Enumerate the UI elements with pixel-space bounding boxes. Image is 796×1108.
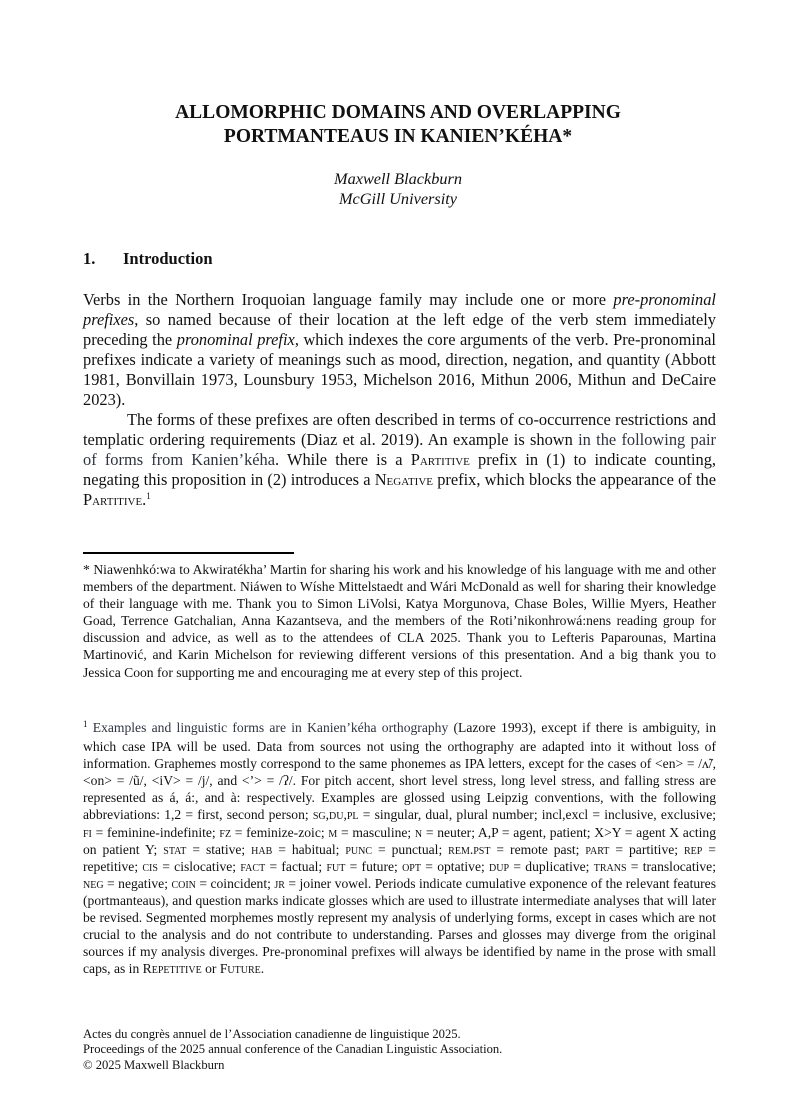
paper-title	[0, 101, 796, 149]
footnote-mark: *	[83, 562, 90, 577]
title-line-2: PORTMANTEAUS IN KANIEN’KÉHA*	[223, 126, 573, 147]
text-run: Examples and linguistic forms are in Kanien’kéha orthography	[87, 720, 449, 735]
term-pronominal-prefix: pronominal prefix	[176, 330, 295, 350]
abbr: dup	[489, 858, 510, 874]
small-caps-partitive: Partitive	[83, 490, 143, 510]
footnote-text: Niawenhkó:wa to Akwiratékha’ Martin for sharing his work and his knowledge of his language with me and other members of the department. Niáwen to Wíshe Mittelstaedt and Wári McDonald as well for sharing their knowledge of their language with me. Thank you to Simon LiVolsi, Katya Morgunova, Chase Boles, Willie Myers, Heather Goad, Terrence Gatchalian, Anna Kazantseva, and the members of the Roti’nikonhrowá:nens reading group for discussion and advice, as well as to the attendees of CLA 2025. Thank you to Lefteris Paparounas, Martina Martinović, and Karin Michelson for reviewing different versions of this presentation. And a big thank you to Jessica Coon for supporting me and encouraging me at every step of this project.	[83, 562, 716, 680]
footnote-mark: 1	[83, 719, 88, 729]
abbr: hab	[251, 841, 273, 857]
footnote-star	[83, 561, 716, 681]
text-run: , which indexes the core arguments of the verb. Pre-pronominal prefixes indicate a variety of meanings such as mood, direction, negation, and quantity (Abbott 1981, Bonvillain 1973, Lounsbury 1953, Michelson 2016, Mithun 2006, Mithun and DeCaire 2023).	[83, 330, 716, 410]
text-run: or	[201, 961, 220, 977]
text-run: = negative;	[103, 875, 172, 891]
text-run: . While there is a	[275, 450, 411, 470]
small-caps-repetitive: Repetitive	[142, 961, 202, 977]
text-run: prefix, which blocks the appearance of the	[433, 470, 716, 490]
text-run: = punctual;	[372, 841, 449, 857]
abbr: trans	[593, 858, 627, 874]
footnote-separator	[83, 552, 294, 554]
abbr: cis	[142, 858, 158, 874]
footer-line-french: Actes du congrès annuel de l’Association canadienne de linguistique 2025.	[83, 1027, 461, 1041]
abbr: stat	[163, 841, 187, 857]
text-run: = repetitive;	[83, 841, 716, 874]
abbr: fact	[240, 858, 266, 874]
abbr: fz	[219, 824, 232, 840]
small-caps-partitive: Partitive	[410, 450, 470, 470]
text-run: .	[260, 961, 265, 977]
proceedings-footer	[83, 1027, 502, 1073]
author-affiliation: McGill University	[338, 189, 457, 208]
abbr: opt	[402, 858, 421, 874]
abbr: sg,du,pl	[312, 807, 359, 823]
abbr: m	[328, 824, 338, 840]
section-heading	[83, 249, 213, 269]
abbr: jr	[274, 875, 285, 891]
abbr: n	[414, 824, 423, 840]
text-run: = neuter; A,P = agent, patient; X>Y = agent X acting on patient Y;	[83, 824, 717, 857]
abbr: rem.pst	[448, 841, 491, 857]
text-run: = coincident;	[195, 875, 275, 891]
title-line-1: ALLOMORPHIC DOMAINS AND OVERLAPPING	[175, 102, 621, 123]
text-run: = duplicative;	[509, 858, 594, 874]
small-caps-future: Future	[219, 961, 261, 977]
text-run: = joiner vowel. Periods indicate cumulative exponence of the relevant features (portmanteaus), and question marks indicate glosses which are used to illustrate intermediate analyses that will later be revised. Segmented morphemes mostly represent my analysis of underlying forms, except in cases which are not crucial to the analysis and do not contribute to understanding. Parses and glosses may diverge from the original sources if my analysis diverges. Pre-pronominal prefixes will always be identified by name in the prose with small caps, as in	[83, 875, 717, 977]
text-run: The forms of these prefixes are often described in terms of co-occurrence restrictions and templatic ordering requirements (Diaz et al. 2019). An example is shown	[83, 410, 716, 450]
abbr: fut	[326, 858, 346, 874]
text-run: , so named because of their location at the left edge of the verb stem immediately preceding the	[83, 310, 716, 350]
paragraph-1	[83, 290, 716, 411]
text-run: = translocative;	[626, 858, 716, 874]
abbr: coin	[171, 875, 196, 891]
footer-copyright: © 2025 Maxwell Blackburn	[83, 1057, 225, 1072]
text-run: = feminine-indefinite;	[91, 824, 220, 840]
footer-line-english: Proceedings of the 2025 annual conference of the Canadian Linguistic Association.	[83, 1042, 503, 1057]
text-run: = partitive;	[609, 841, 685, 857]
author-name: Maxwell Blackburn	[334, 169, 462, 188]
text-run: = singular, dual, plural number; incl,excl = inclusive, exclusive;	[358, 807, 717, 823]
text-run: = future;	[345, 858, 403, 874]
abbr: part	[585, 841, 610, 857]
text-run: = cislocative;	[157, 858, 241, 874]
text-run: = habitual;	[272, 841, 346, 857]
section-title: Introduction	[123, 249, 213, 268]
small-caps-negative: Negative	[374, 470, 433, 490]
text-run: .	[142, 490, 147, 510]
text-run: = masculine;	[337, 824, 415, 840]
text-run: = factual;	[265, 858, 327, 874]
text-run: in the following pair of forms from Kanien’kéha	[83, 430, 716, 470]
author-block	[0, 169, 796, 209]
paragraph-2	[83, 410, 716, 512]
abbr: rep	[684, 841, 703, 857]
term-pre-pronominal-prefixes: pre-pronominal prefixes	[83, 290, 716, 330]
text-run: = optative;	[420, 858, 490, 874]
text-run: = remote past;	[490, 841, 586, 857]
abbr: neg	[83, 875, 104, 891]
footnote-1	[83, 719, 716, 977]
text-run: Verbs in the Northern Iroquoian language family may include one or more	[83, 290, 614, 309]
abbr: fi	[83, 824, 92, 840]
text-run: (Lazore 1993), except if there is ambiguity, in which case IPA will be used. Data from sources not using the orthography are adapted into it without loss of information. Graphemes mostly correspond to the same phonemes as IPA letters, except for the cases of <en> = /ʌ̃/, <on> = /ũ/, <iV> = /j/, and <’> = /ʔ/. For pitch accent, short level stress, long level stress, and falling stress are represented as á, á:, and à: respectively. Examples are glossed using Leipzig conventions, with the following abbreviations: 1,2 = first, second person;	[83, 720, 716, 823]
footnote-ref-1[interactable]: 1	[146, 491, 151, 502]
text-run: prefix in (1) to indicate counting, negating this proposition in (2) introduces a	[83, 450, 716, 490]
abbr: punc	[345, 841, 373, 857]
text-run: = stative;	[186, 841, 252, 857]
text-run: = feminize-zoic;	[231, 824, 329, 840]
section-number: 1.	[83, 249, 96, 268]
